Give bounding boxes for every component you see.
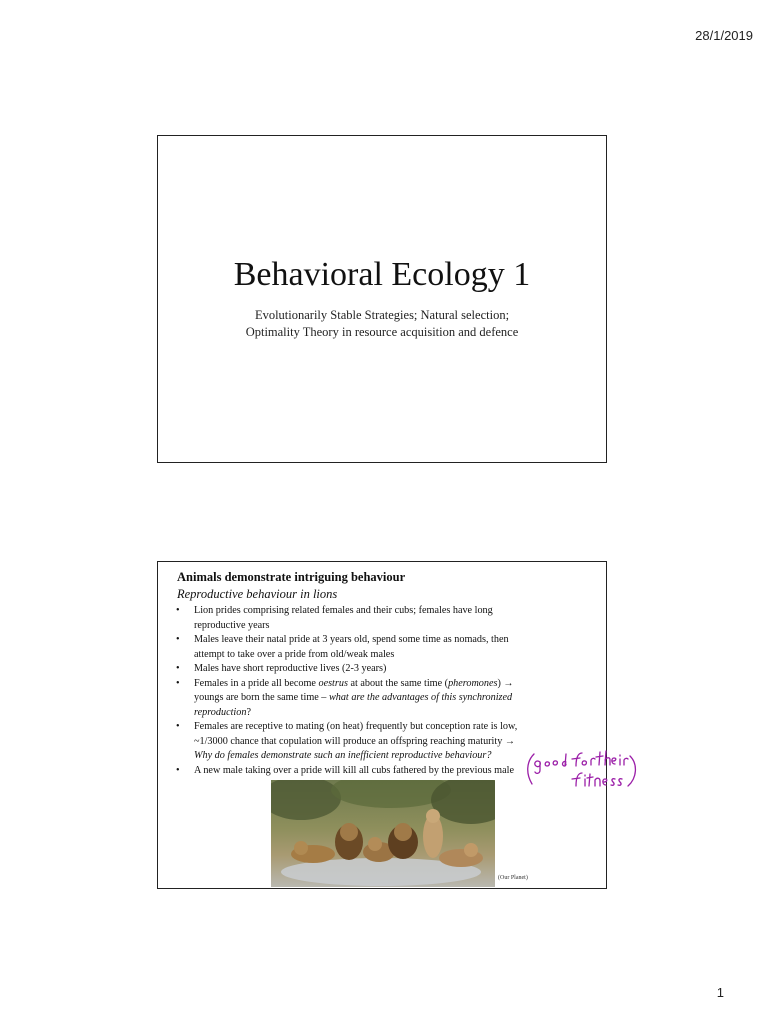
bullet-text: ) → <box>497 677 514 689</box>
bullet-text: attempt to take over a pride from old/weak males <box>194 648 395 660</box>
bullet-item <box>174 633 594 662</box>
slide-heading: Animals demonstrate intriguing behaviour <box>177 570 406 584</box>
bullet-text: Lion prides comprising related females and their cubs; females have long <box>194 605 493 616</box>
bullet-text: reproductive years <box>194 619 270 631</box>
term-oestrus: oestrus <box>318 677 348 689</box>
page-number: 1 <box>716 985 724 1000</box>
slide-title: Behavioral Ecology 1 <box>233 256 531 293</box>
bullet-text: A new male taking over a pride will kill all cubs fathered by the previous male <box>194 764 514 776</box>
bullet-item <box>174 662 594 677</box>
bullet-text: Females in a pride all become <box>194 677 319 689</box>
slide-subtitle <box>158 307 606 341</box>
bullet-item <box>174 677 594 721</box>
bullet-text: ? <box>246 706 251 718</box>
question-text: reproduction <box>194 706 247 718</box>
header-date: 28/1/2019 <box>695 28 753 43</box>
bullet-text: ~1/3000 chance that copulation will produce an offspring reaching maturity → <box>194 735 516 747</box>
slide-title-card <box>157 135 607 463</box>
lion-pride-photo <box>271 780 495 887</box>
handwritten-annotation <box>520 748 640 793</box>
question-text: Why do females demonstrate such an inefficient reproductive behaviour? <box>194 750 492 761</box>
subtitle-line-1: Evolutionarily Stable Strategies; Natural selection; <box>254 308 510 322</box>
bullet-text: Males have short reproductive lives (2-3 years) <box>194 663 387 674</box>
term-pheromones: pheromones <box>448 677 498 689</box>
bullet-text: youngs are born the same time – <box>194 692 329 703</box>
bullet-item <box>174 604 594 633</box>
bullet-text: Males leave their natal pride at 3 years old, spend some time as nomads, then <box>194 634 509 645</box>
question-text: what are the advantages of this synchronized <box>328 692 513 703</box>
photo-credit: (Our Planet) <box>498 875 528 881</box>
bullet-text: at about the same time ( <box>347 677 449 689</box>
slide-lion-behaviour <box>157 561 607 889</box>
subtitle-line-2: Optimality Theory in resource acquisition and defence <box>245 325 519 339</box>
slide-subheading: Reproductive behaviour in lions <box>177 587 338 601</box>
bullet-text: Females are receptive to mating (on heat) frequently but conception rate is low, <box>194 721 518 732</box>
